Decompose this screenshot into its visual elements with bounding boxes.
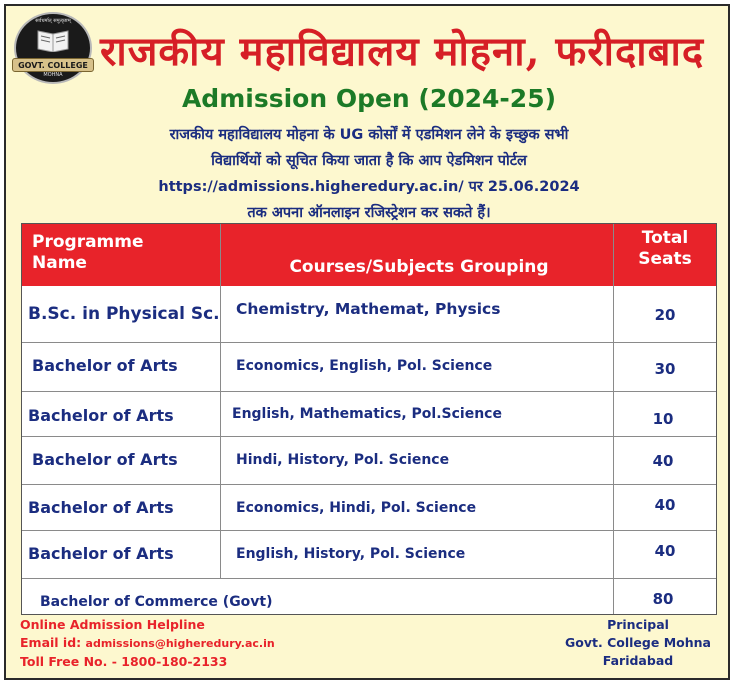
- helpline-email: [20, 634, 275, 653]
- row-divider: [22, 530, 716, 531]
- row-courses: English, History, Pol. Science: [236, 546, 466, 562]
- row-courses: English, Mathematics, Pol.Science: [232, 406, 502, 422]
- row-programme: Bachelor of Arts: [28, 406, 174, 425]
- notice-line-2: विद्यार्थियों को सूचित किया जाता है कि आप ऐडमिशन पोर्टल: [211, 153, 527, 169]
- row-divider: [22, 391, 716, 392]
- notice-line-4: तक अपना ऑनलाइन रजिस्ट्रेशन कर सकते हैं।: [247, 205, 491, 221]
- college-title: राजकीय महाविद्यालय मोहना, फरीदाबाद: [100, 28, 705, 75]
- row-programme: Bachelor of Arts: [32, 356, 178, 375]
- college-logo: [14, 12, 92, 84]
- row-courses: Chemistry, Mathemat, Physics: [236, 300, 501, 318]
- row-divider: [22, 578, 716, 579]
- row-programme: Bachelor of Arts: [28, 498, 174, 517]
- header-programme-line2: Name: [32, 253, 87, 273]
- helpline-tollfree: Toll Free No. - 1800-180-2133: [20, 654, 228, 669]
- helpline-title: Online Admission Helpline: [20, 617, 205, 632]
- header-seats: [614, 228, 716, 270]
- header-courses: Courses/Subjects Grouping: [289, 257, 549, 277]
- admission-heading: Admission Open (2024-25): [181, 84, 557, 113]
- row-programme: Bachelor of Commerce (Govt): [40, 594, 273, 610]
- header-programme-line1: Programme: [32, 232, 144, 252]
- logo-ring-text: सर्वधर्मात् समुत्कृष्टम्: [35, 18, 71, 24]
- row-courses: Hindi, History, Pol. Science: [236, 452, 450, 468]
- row-courses: Economics, Hindi, Pol. Science: [236, 500, 477, 516]
- header-seats-line2: Seats: [638, 249, 692, 269]
- notice-text: [16, 122, 722, 226]
- principal-title: Principal: [607, 617, 669, 632]
- row-seats: 40: [652, 452, 674, 470]
- row-divider: [22, 436, 716, 437]
- header-seats-line1: Total: [641, 228, 689, 248]
- row-seats: 10: [652, 410, 674, 428]
- row-divider: [22, 342, 716, 343]
- principal-city: Faridabad: [602, 653, 674, 668]
- row-programme: Bachelor of Arts: [32, 450, 178, 469]
- principal-college: Govt. College Mohna: [565, 635, 711, 650]
- notice-line-1: राजकीय महाविद्यालय मोहना के UG कोर्सों में एडमिशन लेने के इच्छुक सभी: [169, 127, 569, 143]
- row-seats: 20: [654, 306, 676, 324]
- row-seats: 30: [654, 360, 676, 378]
- helpline-block: [20, 616, 275, 671]
- row-seats: 40: [654, 496, 676, 514]
- seats-table: [21, 223, 717, 615]
- row-seats: 40: [654, 542, 676, 560]
- notice-line-3-portal: https://admissions.higheredury.ac.in/ पर 25.06.2024: [158, 179, 580, 195]
- header-programme: [32, 232, 222, 274]
- email-label: Email id:: [20, 635, 82, 650]
- row-programme: B.Sc. in Physical Sc.: [28, 304, 220, 324]
- row-programme: Bachelor of Arts: [28, 544, 174, 563]
- logo-banner: GOVT. COLLEGE: [12, 58, 94, 72]
- row-courses: Economics, English, Pol. Science: [236, 358, 493, 374]
- email-address[interactable]: admissions@higheredury.ac.in: [85, 637, 275, 650]
- logo-subtext: MOHNA: [43, 72, 63, 78]
- principal-block: [540, 616, 736, 670]
- table-header: [22, 224, 716, 286]
- row-divider: [22, 484, 716, 485]
- column-divider: [220, 224, 221, 578]
- open-book-icon: [36, 30, 70, 52]
- row-seats: 80: [652, 590, 674, 608]
